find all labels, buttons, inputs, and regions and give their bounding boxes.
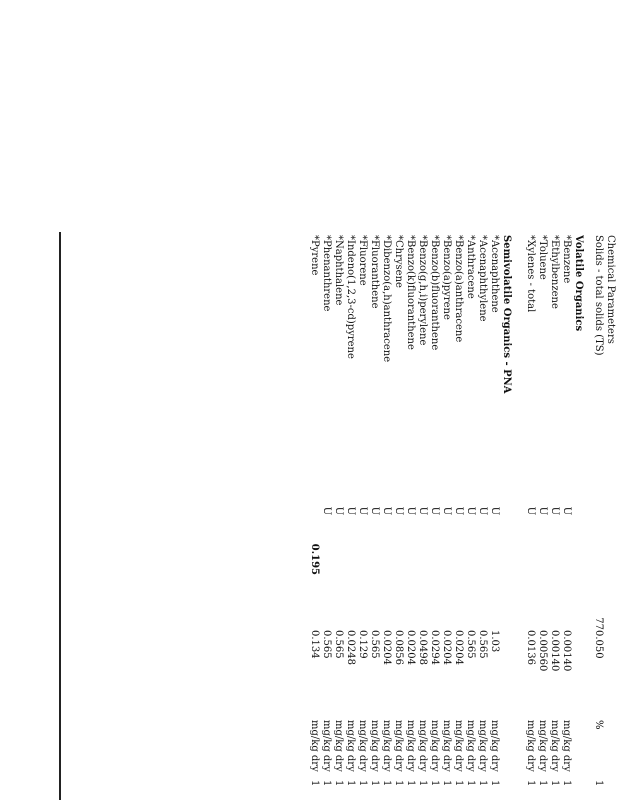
unit: mg/kg dry	[309, 720, 320, 772]
qualifier: U	[321, 506, 332, 516]
analyte-name: *Indeno(1,2,3-cd)pyrene	[345, 235, 356, 359]
dilution: 1	[393, 780, 404, 787]
dilution: 1	[489, 780, 500, 787]
qualifier: U	[345, 506, 356, 516]
result-value: 0.195	[309, 543, 320, 575]
reporting-limit: 0.565	[369, 630, 380, 659]
analyte-name: *Xylenes - total	[525, 235, 536, 313]
unit: mg/kg dry	[441, 720, 452, 772]
analyte-name: *Ethylbenzene	[549, 235, 560, 309]
reporting-limit: 0.565	[465, 630, 476, 659]
qualifier: U	[393, 506, 404, 516]
analyte-name: Solids - total solids (TS)	[593, 235, 604, 356]
unit: mg/kg dry	[357, 720, 368, 772]
reporting-limit: 0.0204	[405, 630, 416, 665]
analyte-name: *Fluoranthene	[369, 235, 380, 309]
analyte-name: *Benzo(a)anthracene	[453, 235, 464, 343]
reporting-limit: 0.129	[357, 630, 368, 659]
analyte-name: *Dibenzo(a,h)anthracene	[381, 235, 392, 363]
analyte-name: *Benzo(g,h,i)perylene	[417, 235, 428, 346]
dilution: 1	[593, 780, 604, 787]
dilution: 1	[357, 780, 368, 787]
qualifier: U	[333, 506, 344, 516]
analyte-name: *Benzo(k)fluoranthene	[405, 235, 416, 350]
qualifier: U	[357, 506, 368, 516]
qualifier: U	[441, 506, 452, 516]
unit: mg/kg dry	[321, 720, 332, 772]
reporting-limit: 0.0204	[453, 630, 464, 665]
analyte-name: *Toluene	[537, 235, 548, 280]
qualifier: U	[525, 506, 536, 516]
reporting-limit: 0.050	[593, 630, 604, 659]
analyte-name: *Chrysene	[393, 235, 404, 288]
dilution: 1	[465, 780, 476, 787]
dilution: 1	[345, 780, 356, 787]
qualifier: U	[465, 506, 476, 516]
unit: mg/kg dry	[429, 720, 440, 772]
dilution: 1	[369, 780, 380, 787]
dilution: 1	[441, 780, 452, 787]
reporting-limit: 0.0248	[345, 630, 356, 665]
unit: mg/kg dry	[369, 720, 380, 772]
dilution: 1	[561, 780, 572, 787]
qualifier: U	[417, 506, 428, 516]
dilution: 1	[477, 780, 488, 787]
analyte-name: *Anthracene	[465, 235, 476, 299]
dilution: 1	[321, 780, 332, 787]
analyte-name: *Phenanthrene	[321, 235, 332, 312]
reporting-limit: 0.0204	[381, 630, 392, 665]
margin-rule	[59, 232, 61, 800]
reporting-limit: 0.00560	[537, 630, 548, 672]
unit: mg/kg dry	[345, 720, 356, 772]
unit: mg/kg dry	[537, 720, 548, 772]
analyte-name: *Pyrene	[309, 235, 320, 276]
result-value: 77	[593, 617, 604, 630]
qualifier: U	[561, 506, 572, 516]
unit: mg/kg dry	[453, 720, 464, 772]
unit: mg/kg dry	[381, 720, 392, 772]
dilution: 1	[381, 780, 392, 787]
dilution: 1	[525, 780, 536, 787]
dilution: 1	[429, 780, 440, 787]
qualifier: U	[429, 506, 440, 516]
reporting-limit: 0.00140	[561, 630, 572, 672]
qualifier: U	[405, 506, 416, 516]
reporting-limit: 0.134	[309, 630, 320, 659]
unit: mg/kg dry	[489, 720, 500, 772]
unit: mg/kg dry	[417, 720, 428, 772]
qualifier: U	[549, 506, 560, 516]
dilution: 1	[417, 780, 428, 787]
unit: mg/kg dry	[477, 720, 488, 772]
qualifier: U	[453, 506, 464, 516]
unit: mg/kg dry	[465, 720, 476, 772]
unit: mg/kg dry	[393, 720, 404, 772]
reporting-limit: 0.0294	[429, 630, 440, 665]
reporting-limit: 0.00140	[549, 630, 560, 672]
reporting-limit: 0.565	[333, 630, 344, 659]
analyte-name: *Acenaphthylene	[477, 235, 488, 322]
dilution: 1	[309, 780, 320, 787]
analyte-name: *Fluorene	[357, 235, 368, 286]
reporting-limit: 0.565	[477, 630, 488, 659]
analyte-name: *Benzene	[561, 235, 572, 284]
dilution: 1	[453, 780, 464, 787]
analyte-name: *Naphthalene	[333, 235, 344, 306]
dilution: 1	[333, 780, 344, 787]
reporting-limit: 1.03	[489, 630, 500, 653]
unit: mg/kg dry	[525, 720, 536, 772]
reporting-limit: 0.0498	[417, 630, 428, 665]
reporting-limit: 0.565	[321, 630, 332, 659]
analyte-name: *Acenaphthene	[489, 235, 500, 313]
unit: %	[593, 720, 604, 730]
unit: mg/kg dry	[549, 720, 560, 772]
dilution: 1	[405, 780, 416, 787]
qualifier: U	[381, 506, 392, 516]
reporting-limit: 0.0856	[393, 630, 404, 665]
qualifier: U	[489, 506, 500, 516]
unit: mg/kg dry	[405, 720, 416, 772]
analyte-name: *Benzo(b)fluoranthene	[429, 235, 440, 351]
qualifier: U	[537, 506, 548, 516]
unit: mg/kg dry	[561, 720, 572, 772]
reporting-limit: 0.0136	[525, 630, 536, 665]
dilution: 1	[549, 780, 560, 787]
analyte-name: *Benzo(a)pyrene	[441, 235, 452, 320]
dilution: 1	[537, 780, 548, 787]
results-table: Chemical Parameters Solids - total solids (TS) 77 0.050 % 1 Volatile Organics *Benzene U 0.00140 mg/kg dry 1 *Ethylbenzene U 0.00140 mg/kg dry 1 *Toluene U 0.00560 mg/kg dry 1 *Xylenes - total U 0.0136 mg/kg dry 1 Semivolatile Organics - PNA *Acenaphthene U 1.03 mg/kg dry 1 *Acenaphthylene U 0.565 mg/kg dry 1 *Anthracene U 0.565 mg/kg dry 1 *Benzo(a)anthracene U 0.0204 mg/kg dry 1 *Benzo(a)pyrene U 0.0204 mg/kg dry 1 *Benzo(b)fluoranthene U 0.0294 mg/kg dry 1 *Benzo(g,h,i)perylene U 0.0498 mg/kg dry 1 *Benzo(k)fluoranthene U 0.0204 mg/kg dry 1 *Chrysene U 0.0856 mg/kg dry 1 *Dibenzo(a,h)anthracene U 0.0204 mg/kg dry 1 *Fluoranthene U 0.565 mg/kg dry 1 *Fluorene U 0.129 mg/kg dry 1 *Indeno(1,2,3-cd)pyrene U 0.0248 mg/kg dry 1 *Naphthalene U 0.565 mg/kg dry 1 *Phenanthrene U 0.565 mg/kg dry 1 *Pyrene 0.195 0.134 mg/kg dry 1	[309, 235, 616, 787]
qualifier: U	[477, 506, 488, 516]
reporting-limit: 0.0204	[441, 630, 452, 665]
qualifier: U	[369, 506, 380, 516]
unit: mg/kg dry	[333, 720, 344, 772]
